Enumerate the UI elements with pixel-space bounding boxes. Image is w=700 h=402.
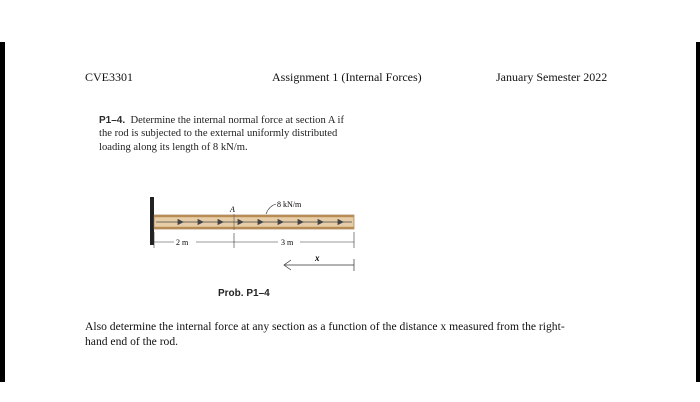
additional-question-line-1: Also determine the internal force at any section as a function of the distance x measured from the right- [85, 320, 565, 333]
rod-top-edge [154, 215, 354, 217]
figure-caption: Prob. P1–4 [218, 288, 270, 299]
problem-number: P1–4. [99, 115, 126, 126]
course-code: CVE3301 [85, 70, 133, 84]
additional-question [85, 319, 615, 349]
rod-diagram [140, 190, 370, 280]
fixed-wall [150, 197, 154, 245]
assignment-title: Assignment 1 (Internal Forces) [272, 70, 422, 84]
semester-date: January Semester 2022 [496, 70, 608, 84]
left-edge-bar [0, 42, 5, 382]
right-edge-bar [696, 42, 700, 382]
load-label: 8 kN/m [277, 200, 302, 209]
problem-line-3: loading along its length of 8 kN/m. [99, 141, 248, 153]
problem-statement [99, 114, 419, 154]
dim-right-label: 3 m [281, 238, 294, 247]
problem-line-2: the rod is subjected to the external uniformly distributed [99, 128, 338, 140]
problem-line-1: P1–4. Determine the internal normal force at section A if [99, 115, 344, 126]
section-a-label: A [230, 205, 235, 214]
rod-bottom-edge [154, 227, 354, 229]
load-leader-line [266, 204, 276, 214]
dim-left-label: 2 m [176, 238, 189, 247]
additional-question-line-2: hand end of the rod. [85, 335, 179, 348]
x-label: x [315, 253, 320, 263]
